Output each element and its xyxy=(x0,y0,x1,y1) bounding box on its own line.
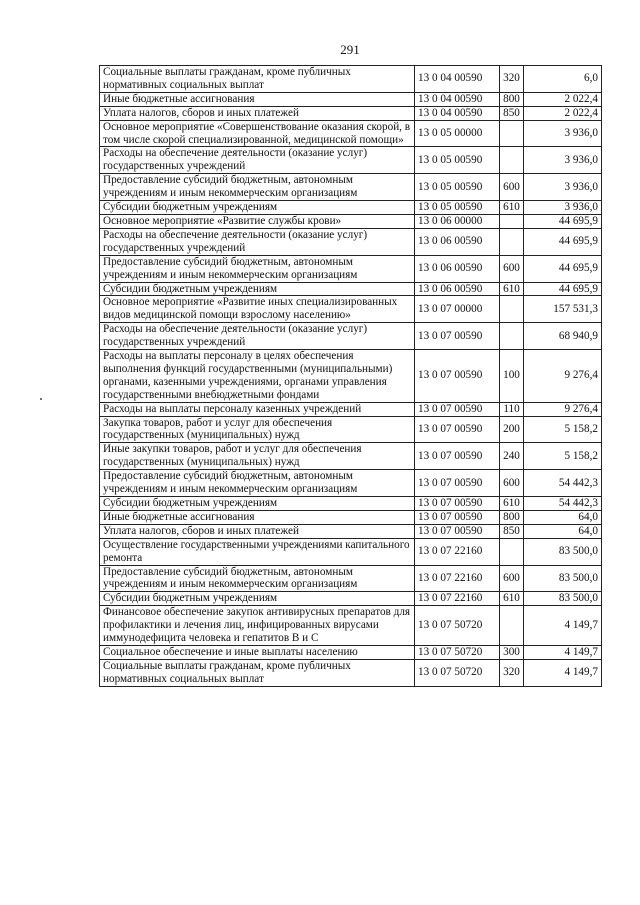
cell-code: 13 0 07 00590 xyxy=(415,524,500,538)
cell-name: Уплата налогов, сборов и иных платежей xyxy=(100,524,415,538)
page-number: 291 xyxy=(340,42,360,57)
cell-name: Уплата налогов, сборов и иных платежей xyxy=(100,106,415,120)
budget-table xyxy=(99,65,602,687)
table-row xyxy=(100,510,602,524)
table-row xyxy=(100,228,602,255)
cell-amount: 2 022,4 xyxy=(524,92,602,106)
cell-name: Основное мероприятие «Развитие службы крови» xyxy=(100,214,415,228)
cell-amount: 3 936,0 xyxy=(524,201,602,215)
cell-amount: 3 936,0 xyxy=(524,174,602,201)
cell-amount: 9 276,4 xyxy=(524,402,602,416)
table-row xyxy=(100,296,602,323)
cell-amount: 54 442,3 xyxy=(524,497,602,511)
cell-code: 13 0 06 00590 xyxy=(415,228,500,255)
cell-expense-type: 600 xyxy=(500,565,524,592)
table-row xyxy=(100,416,602,443)
cell-expense-type xyxy=(500,606,524,646)
cell-amount: 3 936,0 xyxy=(524,120,602,147)
cell-expense-type: 100 xyxy=(500,350,524,403)
cell-name: Субсидии бюджетным учреждениям xyxy=(100,497,415,511)
table-row xyxy=(100,524,602,538)
cell-name: Предоставление субсидий бюджетным, автономным учреждениям и иным некоммерческим организациям xyxy=(100,255,415,282)
scan-speck xyxy=(40,398,42,400)
cell-name: Предоставление субсидий бюджетным, автономным учреждениям и иным некоммерческим организациям xyxy=(100,565,415,592)
cell-name: Иные закупки товаров, работ и услуг для обеспечения государственных (муниципальных) нужд xyxy=(100,443,415,470)
cell-amount: 6,0 xyxy=(524,66,602,93)
cell-code: 13 0 07 22160 xyxy=(415,565,500,592)
cell-amount: 4 149,7 xyxy=(524,659,602,686)
cell-code: 13 0 05 00000 xyxy=(415,120,500,147)
cell-code: 13 0 07 00590 xyxy=(415,470,500,497)
table-row xyxy=(100,592,602,606)
cell-code: 13 0 07 00590 xyxy=(415,402,500,416)
cell-code: 13 0 06 00000 xyxy=(415,214,500,228)
cell-amount: 68 940,9 xyxy=(524,323,602,350)
cell-name: Социальное обеспечение и иные выплаты населению xyxy=(100,645,415,659)
table-row xyxy=(100,66,602,93)
cell-name: Расходы на выплаты персоналу казенных учреждений xyxy=(100,402,415,416)
table-row xyxy=(100,323,602,350)
table-row xyxy=(100,282,602,296)
cell-code: 13 0 04 00590 xyxy=(415,66,500,93)
cell-amount: 54 442,3 xyxy=(524,470,602,497)
cell-amount: 44 695,9 xyxy=(524,228,602,255)
cell-code: 13 0 07 50720 xyxy=(415,606,500,646)
cell-name: Осуществление государственными учреждениями капитального ремонта xyxy=(100,538,415,565)
cell-amount: 83 500,0 xyxy=(524,538,602,565)
cell-code: 13 0 07 50720 xyxy=(415,645,500,659)
cell-name: Расходы на обеспечение деятельности (оказание услуг) государственных учреждений xyxy=(100,323,415,350)
table-row xyxy=(100,497,602,511)
cell-expense-type: 610 xyxy=(500,497,524,511)
table-row xyxy=(100,92,602,106)
cell-expense-type: 320 xyxy=(500,66,524,93)
table-row xyxy=(100,106,602,120)
cell-expense-type xyxy=(500,120,524,147)
cell-expense-type: 800 xyxy=(500,92,524,106)
cell-name: Расходы на выплаты персоналу в целях обеспечения выполнения функций государственными (муниципальными) органами, казенными учреждениями, органами управления государственными внебюджетными фондами xyxy=(100,350,415,403)
table-row xyxy=(100,201,602,215)
cell-expense-type: 610 xyxy=(500,201,524,215)
cell-expense-type xyxy=(500,323,524,350)
cell-amount: 4 149,7 xyxy=(524,645,602,659)
table-row xyxy=(100,538,602,565)
cell-code: 13 0 05 00590 xyxy=(415,147,500,174)
table-row xyxy=(100,470,602,497)
cell-code: 13 0 05 00590 xyxy=(415,174,500,201)
cell-expense-type: 300 xyxy=(500,645,524,659)
cell-name: Основное мероприятие «Развитие иных специализированных видов медицинской помощи взрослому населению» xyxy=(100,296,415,323)
cell-expense-type: 850 xyxy=(500,524,524,538)
cell-code: 13 0 05 00590 xyxy=(415,201,500,215)
table-row xyxy=(100,565,602,592)
table-row xyxy=(100,606,602,646)
cell-name: Субсидии бюджетным учреждениям xyxy=(100,201,415,215)
cell-code: 13 0 07 00590 xyxy=(415,443,500,470)
cell-expense-type: 600 xyxy=(500,255,524,282)
cell-expense-type: 850 xyxy=(500,106,524,120)
table-row xyxy=(100,350,602,403)
cell-name: Иные бюджетные ассигнования xyxy=(100,510,415,524)
cell-code: 13 0 07 00590 xyxy=(415,323,500,350)
table-row xyxy=(100,214,602,228)
cell-code: 13 0 07 22160 xyxy=(415,592,500,606)
cell-name: Расходы на обеспечение деятельности (оказание услуг) государственных учреждений xyxy=(100,147,415,174)
table-row xyxy=(100,147,602,174)
cell-name: Субсидии бюджетным учреждениям xyxy=(100,282,415,296)
cell-amount: 83 500,0 xyxy=(524,592,602,606)
cell-amount: 2 022,4 xyxy=(524,106,602,120)
cell-expense-type: 240 xyxy=(500,443,524,470)
cell-expense-type: 600 xyxy=(500,470,524,497)
cell-amount: 4 149,7 xyxy=(524,606,602,646)
cell-expense-type: 200 xyxy=(500,416,524,443)
cell-code: 13 0 04 00590 xyxy=(415,106,500,120)
table-row xyxy=(100,659,602,686)
cell-amount: 44 695,9 xyxy=(524,255,602,282)
cell-name: Предоставление субсидий бюджетным, автономным учреждениям и иным некоммерческим организациям xyxy=(100,470,415,497)
cell-expense-type: 110 xyxy=(500,402,524,416)
budget-table-body xyxy=(100,66,602,687)
cell-expense-type: 610 xyxy=(500,282,524,296)
cell-name: Иные бюджетные ассигнования xyxy=(100,92,415,106)
table-row xyxy=(100,443,602,470)
table-row xyxy=(100,174,602,201)
cell-amount: 44 695,9 xyxy=(524,282,602,296)
cell-amount: 9 276,4 xyxy=(524,350,602,403)
cell-expense-type xyxy=(500,296,524,323)
cell-code: 13 0 06 00590 xyxy=(415,255,500,282)
cell-name: Социальные выплаты гражданам, кроме публичных нормативных социальных выплат xyxy=(100,659,415,686)
cell-name: Закупка товаров, работ и услуг для обеспечения государственных (муниципальных) нужд xyxy=(100,416,415,443)
cell-name: Финансовое обеспечение закупок антивирусных препаратов для профилактики и лечения лиц, инфицированных вирусами иммунодефицита человека и гепатитов В и С xyxy=(100,606,415,646)
cell-name: Социальные выплаты гражданам, кроме публичных нормативных социальных выплат xyxy=(100,66,415,93)
cell-name: Субсидии бюджетным учреждениям xyxy=(100,592,415,606)
cell-amount: 5 158,2 xyxy=(524,443,602,470)
cell-expense-type xyxy=(500,147,524,174)
cell-amount: 83 500,0 xyxy=(524,565,602,592)
cell-code: 13 0 06 00590 xyxy=(415,282,500,296)
cell-amount: 64,0 xyxy=(524,524,602,538)
cell-expense-type: 600 xyxy=(500,174,524,201)
cell-code: 13 0 07 00590 xyxy=(415,416,500,443)
cell-code: 13 0 07 00590 xyxy=(415,497,500,511)
cell-expense-type: 320 xyxy=(500,659,524,686)
cell-name: Основное мероприятие «Совершенствование оказания скорой, в том числе скорой специализированной, медицинской помощи» xyxy=(100,120,415,147)
cell-code: 13 0 07 00590 xyxy=(415,510,500,524)
table-row xyxy=(100,402,602,416)
cell-expense-type xyxy=(500,538,524,565)
cell-amount: 157 531,3 xyxy=(524,296,602,323)
cell-code: 13 0 07 22160 xyxy=(415,538,500,565)
cell-expense-type: 610 xyxy=(500,592,524,606)
table-row xyxy=(100,120,602,147)
cell-amount: 44 695,9 xyxy=(524,214,602,228)
cell-code: 13 0 07 00590 xyxy=(415,350,500,403)
cell-expense-type xyxy=(500,214,524,228)
cell-amount: 3 936,0 xyxy=(524,147,602,174)
cell-code: 13 0 04 00590 xyxy=(415,92,500,106)
cell-expense-type xyxy=(500,228,524,255)
cell-code: 13 0 07 00000 xyxy=(415,296,500,323)
cell-expense-type: 800 xyxy=(500,510,524,524)
cell-name: Предоставление субсидий бюджетным, автономным учреждениям и иным некоммерческим организациям xyxy=(100,174,415,201)
cell-code: 13 0 07 50720 xyxy=(415,659,500,686)
cell-amount: 5 158,2 xyxy=(524,416,602,443)
table-row xyxy=(100,255,602,282)
table-row xyxy=(100,645,602,659)
cell-name: Расходы на обеспечение деятельности (оказание услуг) государственных учреждений xyxy=(100,228,415,255)
cell-amount: 64,0 xyxy=(524,510,602,524)
